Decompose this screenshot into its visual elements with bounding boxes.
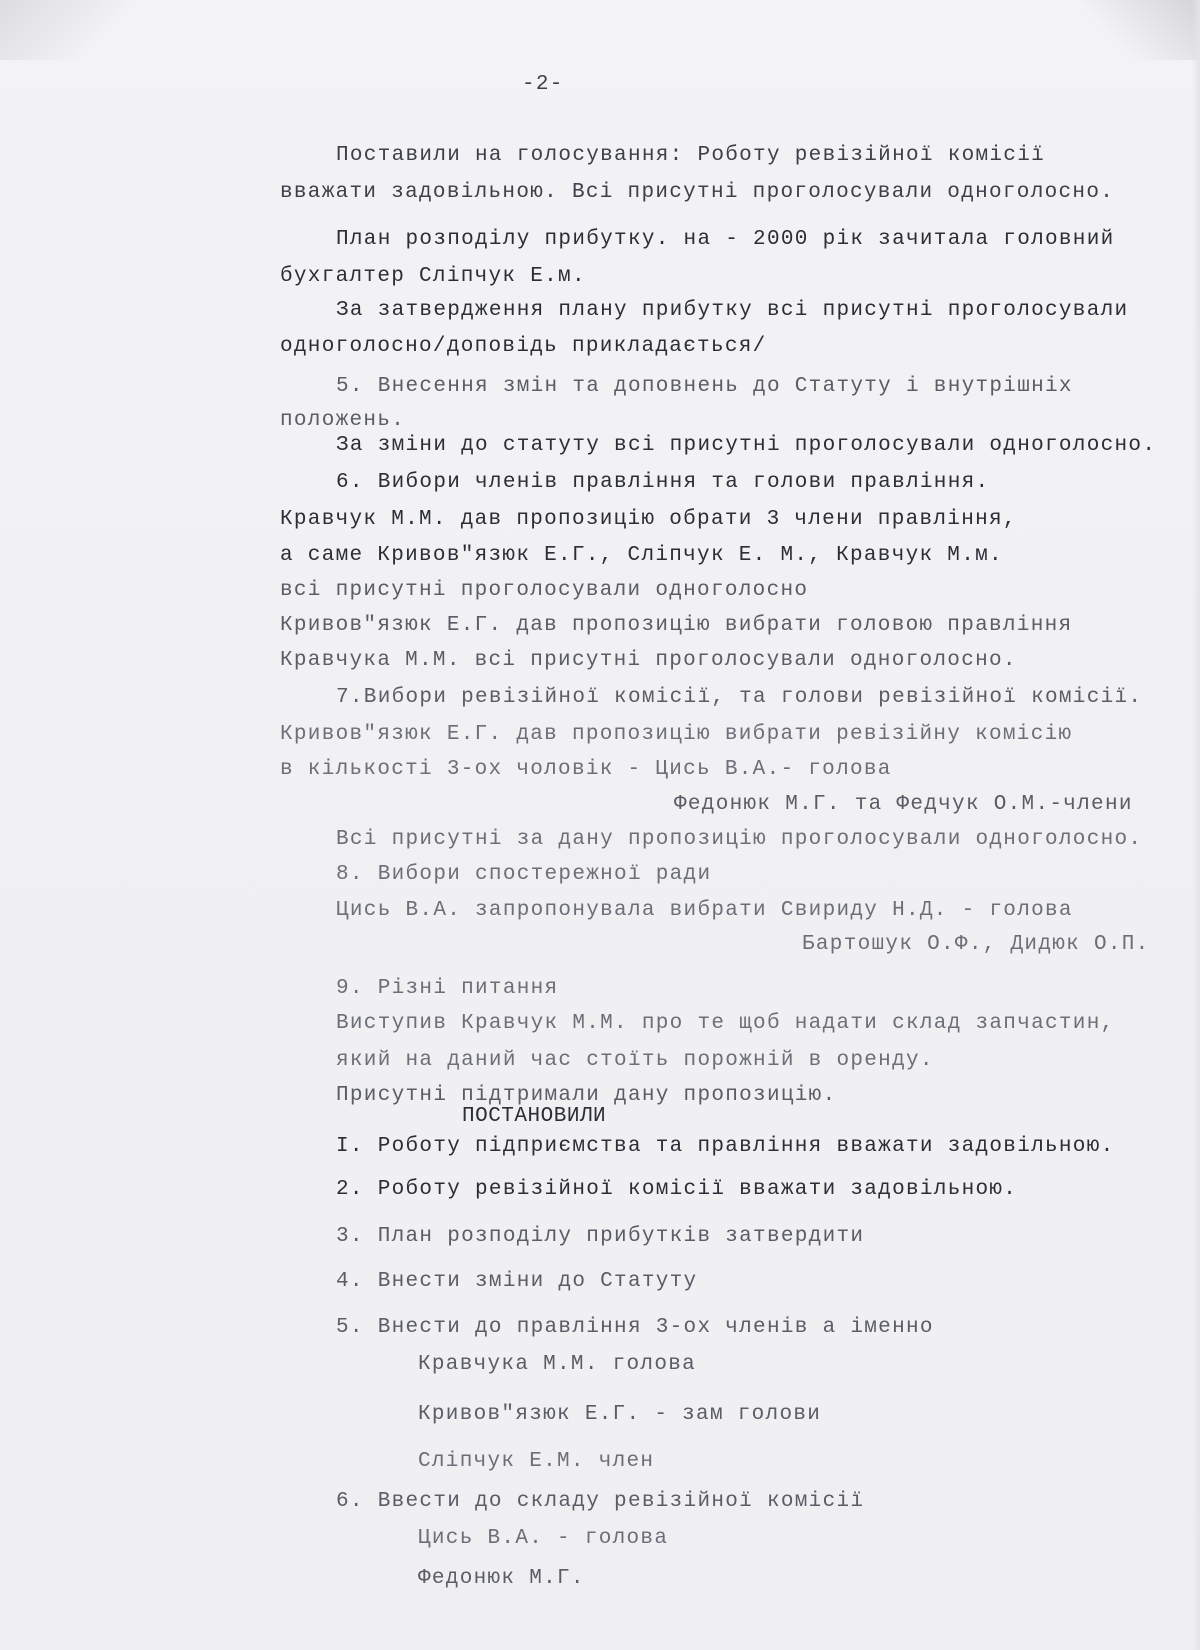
text-line: За затвердження плану прибутку всі присутні проголосували xyxy=(336,299,1129,322)
text-line: Цись В.А. запропонувала вибрати Свириду Н.Д. - голова xyxy=(336,899,1073,922)
text-line: положень. xyxy=(280,409,406,432)
text-line: Бартошук О.Ф., Дидюк О.П. xyxy=(802,933,1150,956)
text-line: 8. Вибори спостережної ради xyxy=(336,863,712,886)
page-shadow-top-right xyxy=(1080,0,1200,60)
text-line: одноголосно/доповідь прикладається/ xyxy=(280,335,767,358)
resolution-item: 2. Роботу ревізійної комісії вважати задовільною. xyxy=(336,1178,1018,1201)
resolution-item: 5. Внести до правління 3-ох членів а іменно xyxy=(336,1316,934,1339)
text-line: 5. Внесення змін та доповнень до Статуту і внутрішніх xyxy=(336,375,1073,398)
text-line: бухгалтер Сліпчук Е.м. xyxy=(280,265,586,288)
text-line: Федонюк М.Г. та Федчук О.М.-члени xyxy=(674,793,1133,816)
text-line: всі присутні проголосували одноголосно xyxy=(280,579,809,602)
text-line: Кравчука М.М. всі присутні проголосували одноголосно. xyxy=(280,649,1017,672)
page-number: -2- xyxy=(522,73,564,96)
text-line: Кривов"язюк Е.Г. дав пропозицію вибрати ревізійну комісію xyxy=(280,723,1073,746)
text-line: За зміни до статуту всі присутні проголосували одноголосно. xyxy=(336,434,1157,457)
text-line: 9. Різні питання xyxy=(336,977,559,1000)
text-line: в кількості 3-ох чоловік - Цись В.А.- голова xyxy=(280,758,892,781)
resolution-item: I. Роботу підприємства та правління вважати задовільною. xyxy=(336,1135,1115,1158)
text-line: Всі присутні за дану пропозицію проголосували одноголосно. xyxy=(336,828,1143,851)
text-line: Присутні підтримали дану пропозицію. xyxy=(336,1084,837,1107)
resolution-item: 6. Ввести до складу ревізійної комісії xyxy=(336,1490,865,1513)
text-line: 6. Вибори членів правління та голови правління. xyxy=(336,471,990,494)
resolution-item: 4. Внести зміни до Статуту xyxy=(336,1270,698,1293)
resolution-heading: ПОСТАНОВИЛИ xyxy=(462,1105,607,1128)
text-line: Поставили на голосування: Роботу ревізійної комісії xyxy=(336,144,1046,167)
resolution-item: 3. План розподілу прибутків затвердити xyxy=(336,1225,865,1248)
resolution-subitem: Сліпчук Е.М. член xyxy=(418,1450,655,1473)
resolution-subitem: Кривов"язюк Е.Г. - зам голови xyxy=(418,1403,822,1426)
page-edge-right xyxy=(1192,0,1200,1650)
text-line: а саме Кривов"язюк Е.Г., Сліпчук Е. М., Кравчук М.м. xyxy=(280,544,1003,567)
resolution-subitem: Кравчука М.М. голова xyxy=(418,1353,697,1376)
resolution-subitem: Цись В.А. - голова xyxy=(418,1527,669,1550)
text-line: Кравчук М.М. дав пропозицію обрати 3 члени правління, xyxy=(280,508,1017,531)
text-line: Виступив Кравчук М.М. про те щоб надати склад запчастин, xyxy=(336,1012,1115,1035)
resolution-subitem: Федонюк М.Г. xyxy=(418,1567,585,1590)
text-line: який на даний час стоїть порожній в оренду. xyxy=(336,1049,934,1072)
text-line: План розподілу прибутку. на - 2000 рік зачитала головний xyxy=(336,228,1115,251)
text-line: 7.Вибори ревізійної комісії, та голови ревізійної комісії. xyxy=(336,686,1143,709)
text-line: Кривов"язюк Е.Г. дав пропозицію вибрати головою правління xyxy=(280,614,1073,637)
page-shadow-top-left xyxy=(0,0,140,60)
text-line: вважати задовільною. Всі присутні проголосували одноголосно. xyxy=(280,181,1115,204)
